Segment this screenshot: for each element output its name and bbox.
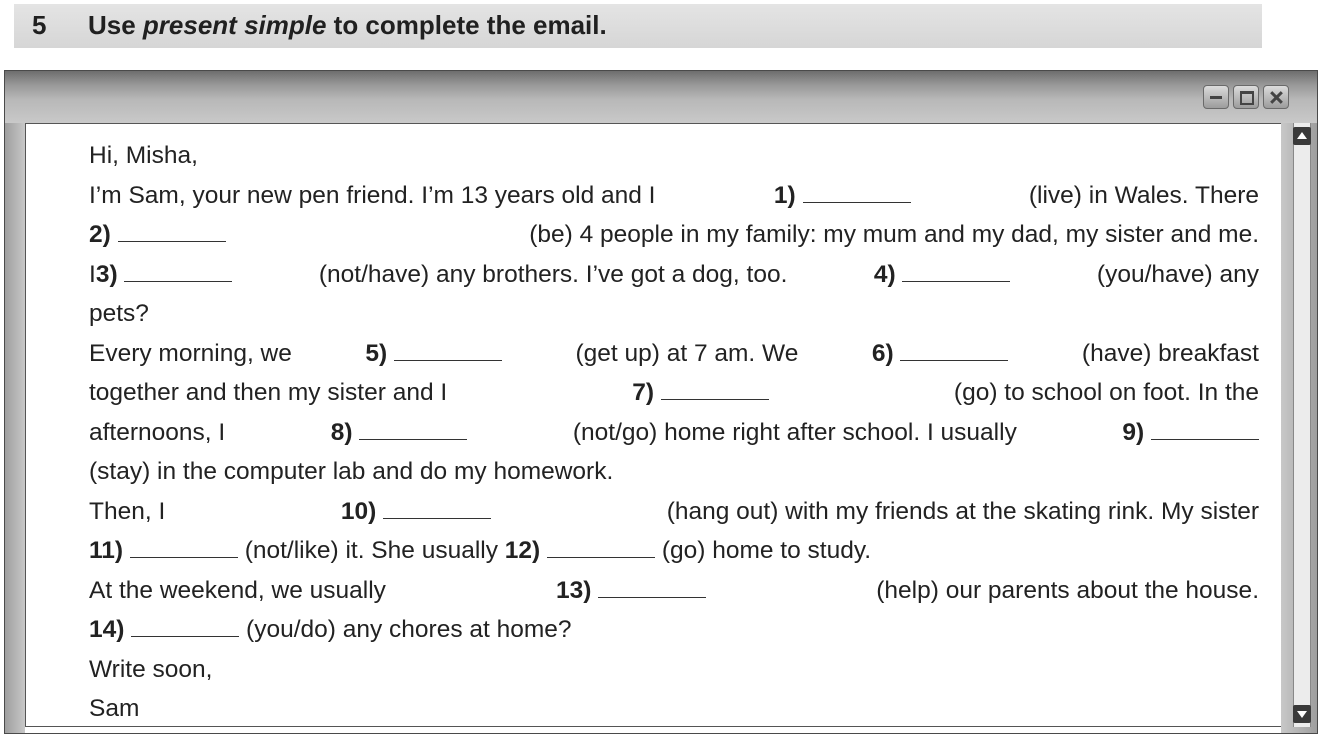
vertical-scrollbar[interactable] [1281, 123, 1317, 727]
text-segment: together and then my sister and I [89, 379, 448, 406]
task-title-suffix: to complete the email. [326, 10, 607, 40]
answer-blank[interactable] [118, 217, 226, 242]
text-segment: (not/have) any brothers. I’ve got a dog, too. [318, 260, 788, 288]
gap-number: 10) [340, 497, 377, 525]
close-icon[interactable] [1263, 85, 1289, 109]
email-line [89, 334, 1259, 374]
text-segment: (not/like) it. She usually [244, 537, 498, 564]
gap-number: 14) [89, 616, 125, 643]
answer-blank[interactable] [1151, 415, 1259, 440]
email-line [89, 255, 1259, 295]
answer-blank[interactable] [124, 257, 232, 282]
gap-number: 4) [873, 260, 896, 288]
text-segment: (hang out) with my friends at the skating rink. My sister [666, 497, 1259, 525]
email-signature: Sam [89, 695, 140, 722]
email-line [89, 215, 1259, 255]
gap-number: 12) [504, 537, 541, 564]
text-segment: (you/have) any [1096, 260, 1259, 288]
window-left-border [5, 123, 25, 733]
answer-blank[interactable] [131, 612, 239, 637]
email-line [89, 571, 1259, 611]
gap-number: 7) [632, 379, 655, 406]
text-segment: (get up) at 7 am. We [575, 339, 799, 367]
email-line [89, 531, 1259, 571]
answer-blank[interactable] [394, 336, 502, 361]
text-segment: (have) breakfast [1081, 339, 1259, 367]
scroll-down-arrow-icon[interactable] [1293, 705, 1311, 723]
scroll-up-arrow-icon[interactable] [1293, 127, 1311, 145]
text-segment: I’m Sam, your new pen friend. I’m 13 years old and I [89, 181, 656, 209]
email-greeting: Hi, Misha, [89, 142, 198, 169]
gap-number: 8) [330, 418, 353, 446]
task-title-prefix: Use [88, 10, 143, 40]
email-line [89, 176, 1259, 216]
answer-blank[interactable] [661, 375, 769, 400]
gap-number: 1) [773, 181, 796, 209]
email-closing: Write soon, [89, 655, 213, 683]
gap-number: 3) [95, 260, 118, 288]
answer-blank[interactable] [900, 336, 1008, 361]
answer-blank[interactable] [359, 415, 467, 440]
email-body [89, 136, 1259, 729]
minimize-icon[interactable] [1203, 85, 1229, 109]
task-number: 5 [32, 10, 47, 40]
text-segment: (go) home to study. [661, 537, 872, 564]
gap-number: 6) [871, 339, 894, 367]
answer-blank[interactable] [130, 533, 238, 558]
gap-number: 5) [365, 339, 388, 367]
email-line [89, 492, 1259, 532]
email-line [89, 610, 1259, 650]
answer-blank[interactable] [383, 494, 491, 519]
email-line: (stay) in the computer lab and do my homework. [89, 458, 614, 485]
gap-number: 11) [89, 537, 124, 564]
answer-blank[interactable] [547, 533, 655, 558]
text-segment: (be) 4 people in my family: my mum and my dad, my sister and me. [529, 221, 1259, 248]
email-line [89, 373, 1259, 413]
answer-blank[interactable] [803, 178, 911, 203]
text-segment: I [89, 260, 96, 288]
maximize-icon[interactable] [1233, 85, 1259, 109]
text-segment: Every morning, we [89, 339, 292, 367]
text-segment: (go) to school on foot. In the [953, 379, 1259, 406]
task-title-emphasis: present simple [142, 10, 327, 40]
text-segment: (help) our parents about the house. [876, 576, 1259, 604]
task-title [32, 8, 607, 42]
scroll-track[interactable] [1293, 123, 1311, 727]
text-segment: (you/do) any chores at home? [246, 616, 572, 643]
answer-blank[interactable] [902, 257, 1010, 282]
text-segment: (not/go) home right after school. I usually [572, 418, 1017, 446]
gap-number: 9) [1122, 418, 1145, 446]
window-titlebar [5, 71, 1317, 123]
email-line [89, 413, 1259, 453]
answer-blank[interactable] [598, 573, 706, 598]
text-segment: Then, I [89, 497, 166, 525]
text-segment: At the weekend, we usually [89, 576, 386, 604]
gap-number: 13) [555, 576, 592, 604]
text-segment: afternoons, I [89, 418, 226, 446]
email-line: pets? [89, 300, 149, 327]
text-segment: (live) in Wales. There [1028, 181, 1259, 209]
gap-number: 2) [89, 221, 111, 248]
